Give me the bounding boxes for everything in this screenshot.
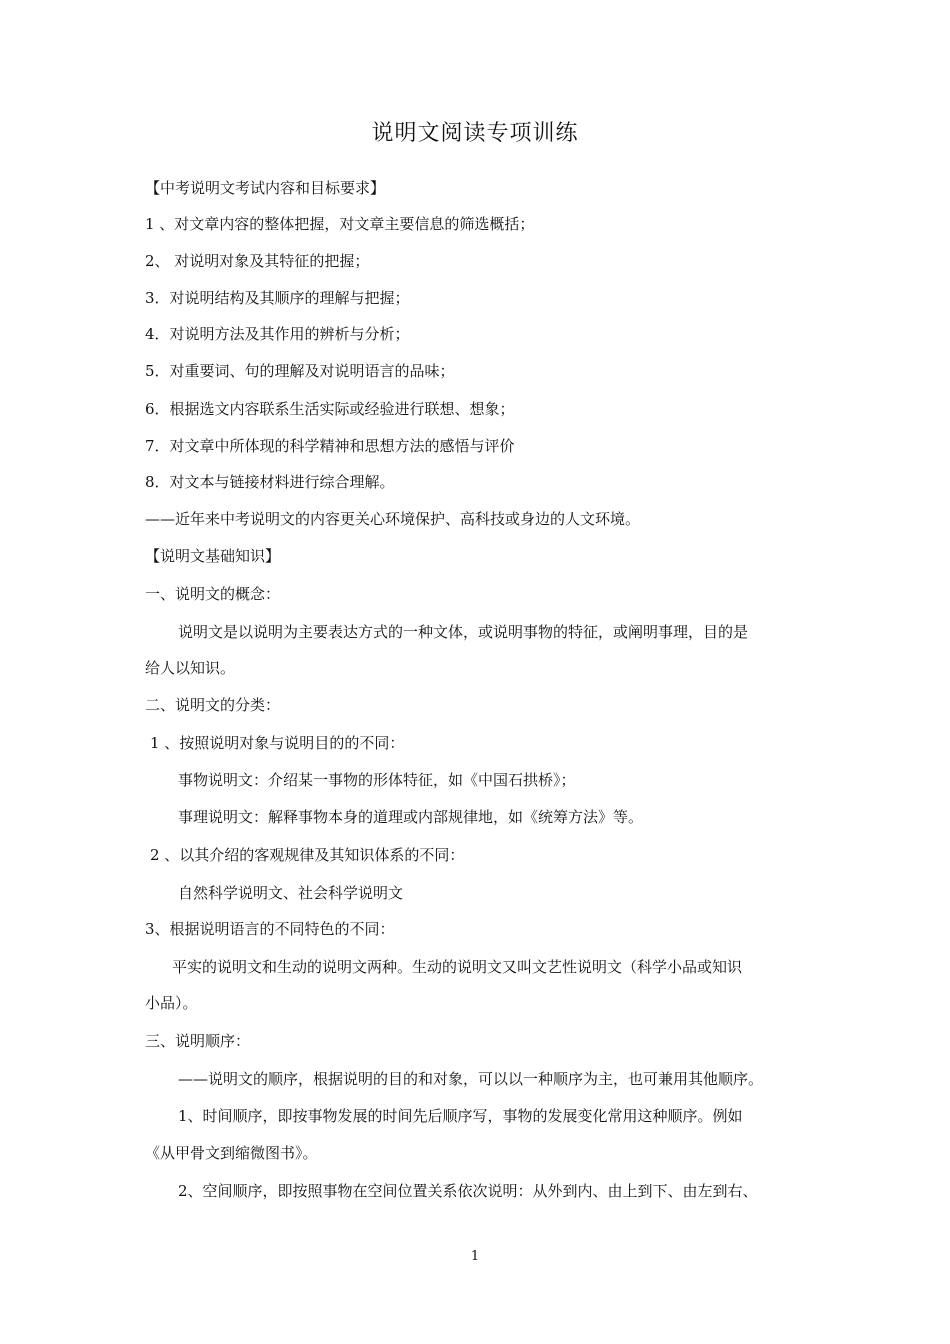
requirement-item-6: 6．根据选文内容联系生活实际或经验进行联想、想象； (145, 400, 515, 418)
requirement-item-4: 4．对说明方法及其作用的辨析与分析； (145, 325, 410, 343)
subheading-classification: 二、说明文的分类： (145, 696, 281, 714)
paragraph-line: 1、时间顺序，即按事物发展的时间先后顺序写，事物的发展变化常用这种顺序。例如 (178, 1107, 743, 1125)
list-item: 3、根据说明语言的不同特色的不同： (145, 920, 395, 938)
paragraph-line: 说明文是以说明为主要表达方式的一种文体，或说明事物的特征，或阐明事理，目的是 (178, 623, 749, 641)
paragraph-line: 小品）。 (145, 994, 198, 1012)
subheading-order: 三、说明顺序： (145, 1032, 251, 1050)
paragraph-line: 2、空间顺序，即按照事物在空间位置关系依次说明：从外到内、由上到下、由左到右、 (178, 1182, 758, 1200)
list-item: 1 、按照说明对象与说明目的的不同： (150, 734, 405, 752)
trend-note: ——近年来中考说明文的内容更关心环境保护、高科技或身边的人文环境。 (145, 510, 641, 528)
section-heading-exam-requirements: 【中考说明文考试内容和目标要求】 (145, 179, 386, 197)
requirement-item-2: 2、 对说明对象及其特征的把握； (145, 252, 370, 270)
paragraph-line: ——说明文的顺序，根据说明的目的和对象，可以以一种顺序为主，也可兼用其他顺序。 (178, 1070, 764, 1088)
paragraph-line: 给人以知识。 (145, 659, 236, 677)
page-number: 1 (470, 1249, 480, 1264)
requirement-item-8: 8．对文本与链接材料进行综合理解。 (145, 473, 395, 491)
section-heading-basics: 【说明文基础知识】 (145, 547, 281, 565)
requirement-item-1: 1 、对文章内容的整体把握，对文章主要信息的筛选概括； (145, 215, 535, 233)
requirement-item-5: 5．对重要词、句的理解及对说明语言的品味； (145, 362, 455, 380)
document-title: 说明文阅读专项训练 (371, 121, 579, 146)
list-item: 事理说明文：解释事物本身的道理或内部规律地，如《统筹方法》等。 (178, 808, 644, 826)
list-item: 2 、以其介绍的客观规律及其知识体系的不同： (150, 846, 465, 864)
paragraph-line: 平实的说明文和生动的说明文两种。生动的说明文又叫文艺性说明文（科学小品或知识 (172, 958, 743, 976)
paragraph-line: 《从甲骨文到缩微图书》。 (145, 1144, 318, 1162)
list-item: 自然科学说明文、社会科学说明文 (178, 884, 404, 902)
list-item: 事物说明文：介绍某一事物的形体特征，如《中国石拱桥》； (178, 771, 576, 789)
subheading-concept: 一、说明文的概念： (145, 585, 281, 603)
requirement-item-3: 3．对说明结构及其顺序的理解与把握； (145, 289, 410, 307)
requirement-item-7: 7．对文章中所体现的科学精神和思想方法的感悟与评价 (145, 437, 515, 455)
